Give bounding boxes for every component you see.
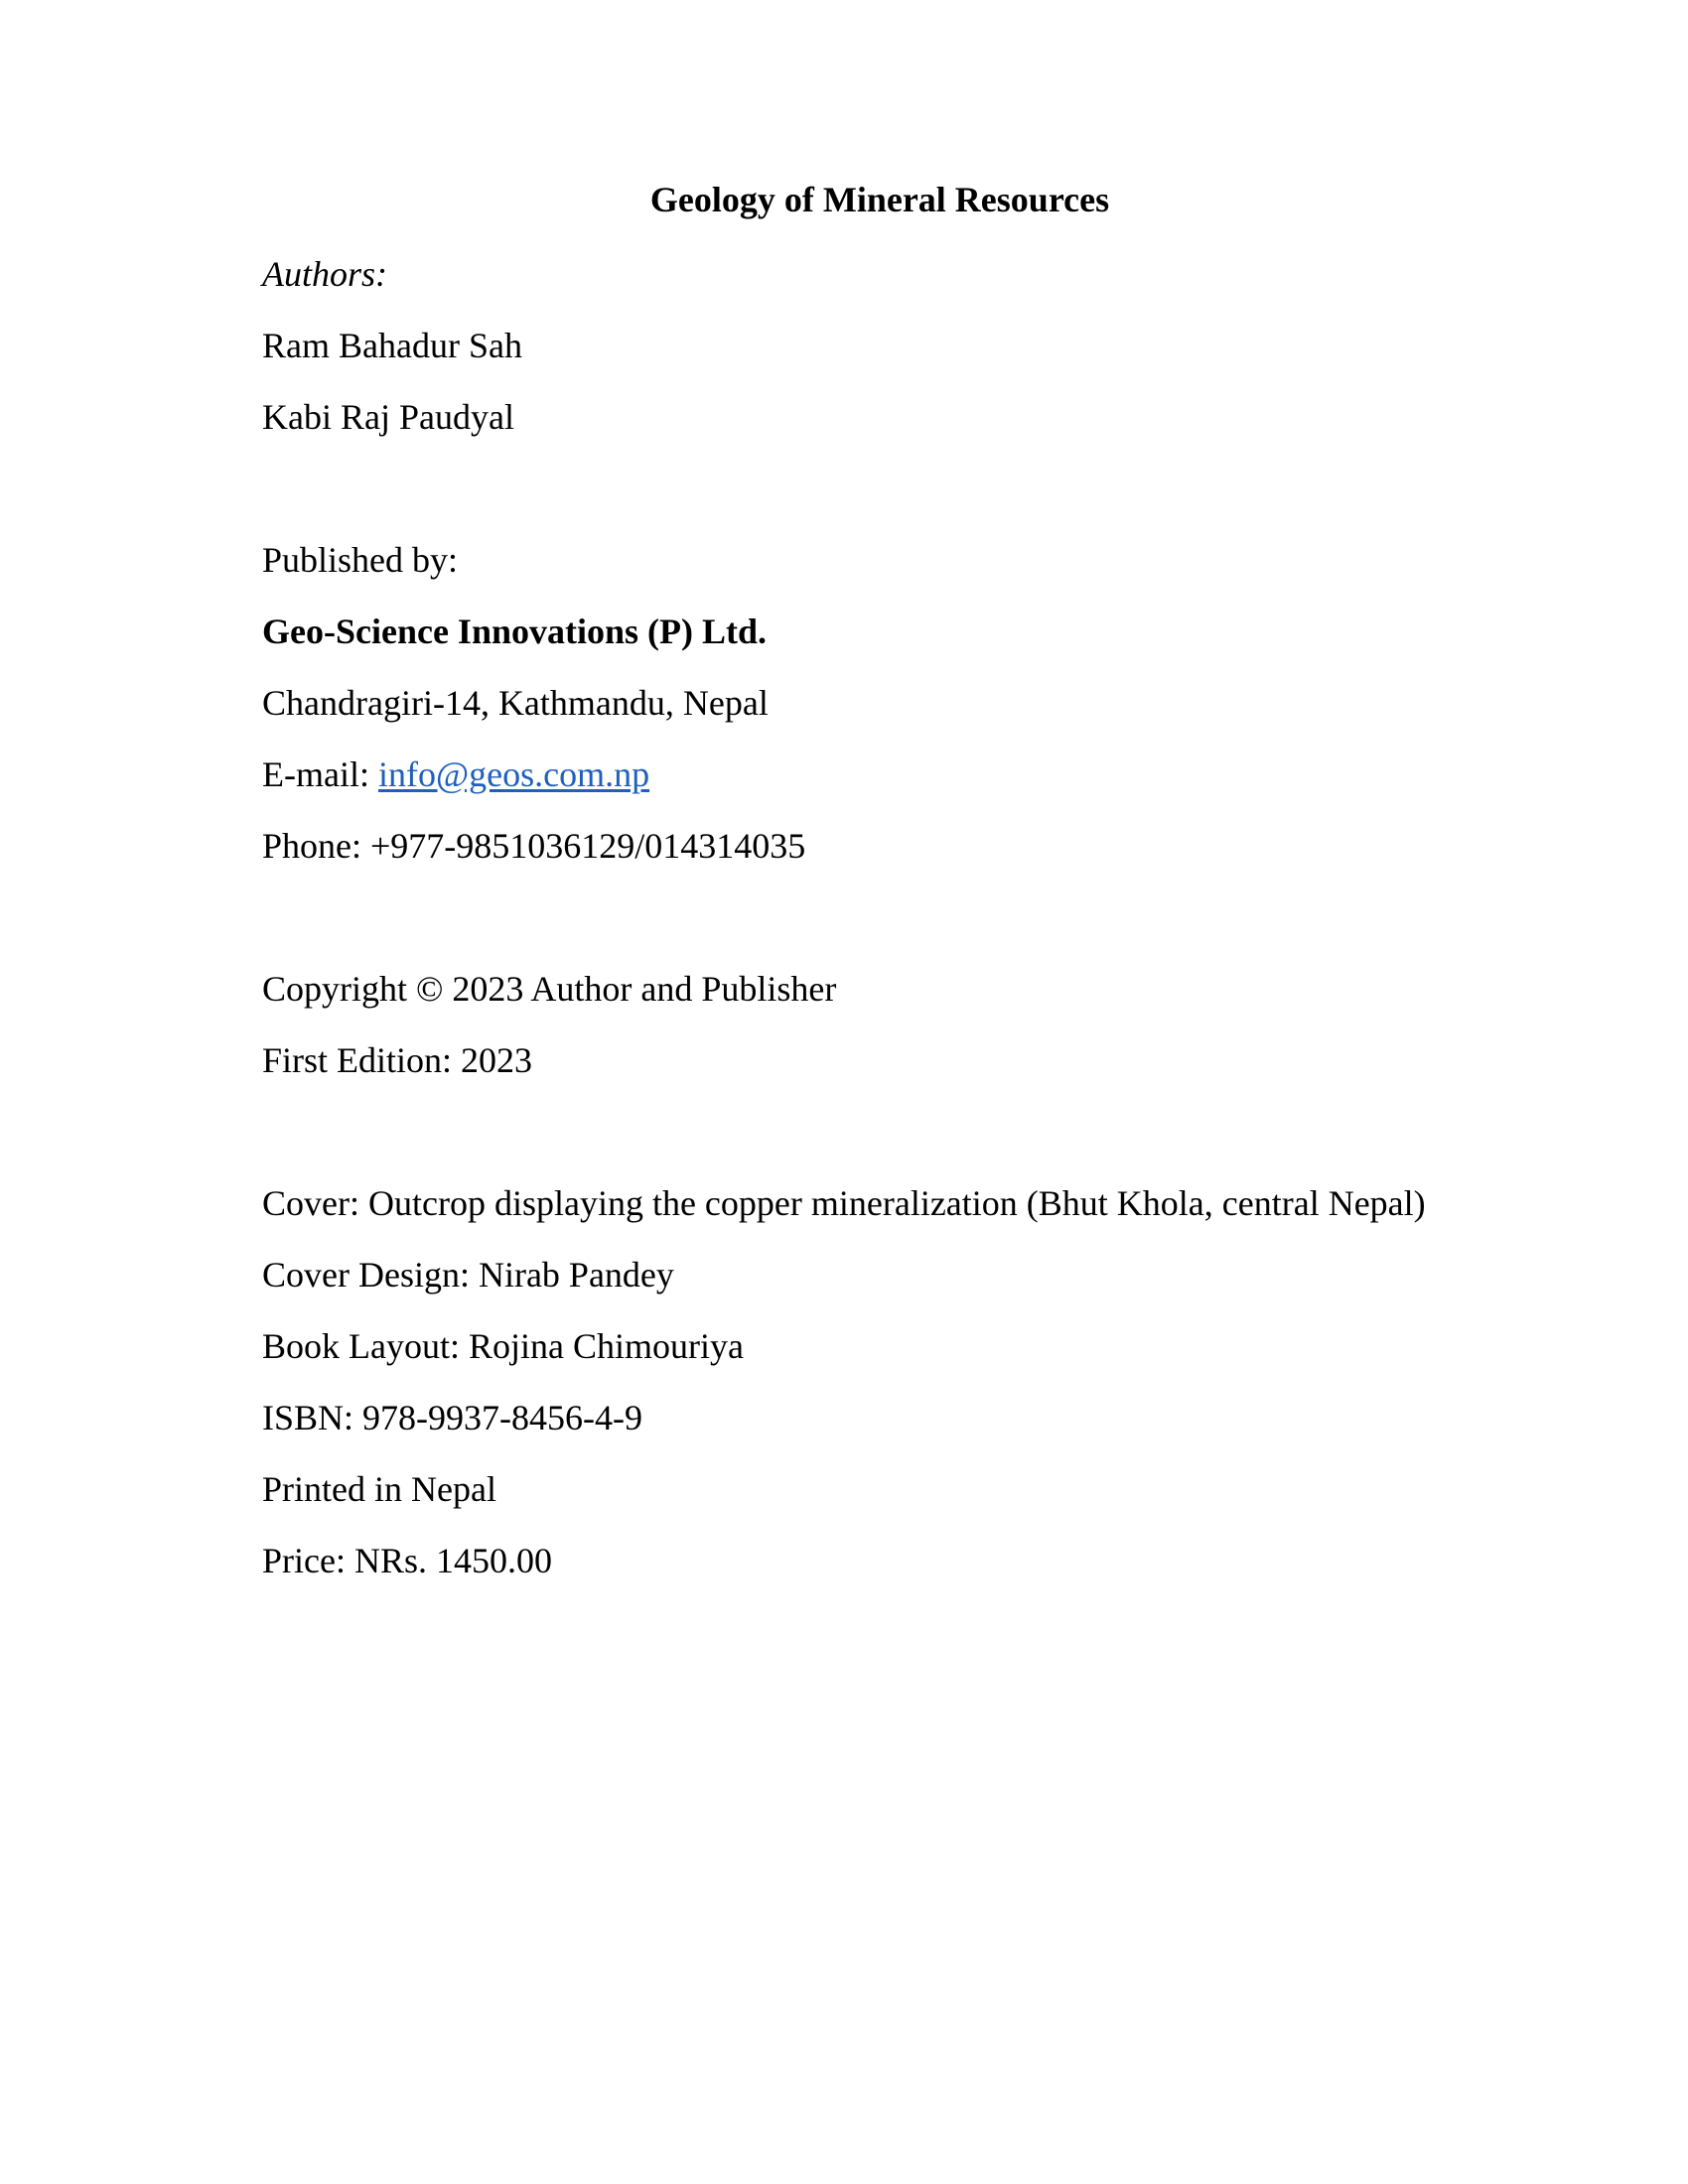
copyright-notice: Copyright © 2023 Author and Publisher	[262, 969, 837, 1009]
isbn: ISBN: 978-9937-8456-4-9	[262, 1398, 642, 1437]
first-edition: First Edition: 2023	[262, 1040, 533, 1080]
email-label: E-mail:	[262, 754, 378, 794]
published-by-label: Published by:	[262, 540, 459, 580]
price: Price: NRs. 1450.00	[262, 1541, 552, 1580]
book-layout-credit: Book Layout: Rojina Chimouriya	[262, 1326, 744, 1366]
publisher-address: Chandragiri-14, Kathmandu, Nepal	[262, 683, 769, 723]
phone-line: Phone: +977-9851036129/014314035	[262, 826, 806, 866]
author-name: Kabi Raj Paudyal	[262, 397, 514, 437]
email-link[interactable]: info@geos.com.np	[377, 754, 650, 794]
printed-in: Printed in Nepal	[262, 1469, 496, 1509]
book-title: Geology of Mineral Resources	[649, 180, 1110, 219]
cover-description: Cover: Outcrop displaying the copper mineralization (Bhut Khola, central Nepal)	[262, 1183, 1426, 1223]
authors-label: Authors:	[262, 254, 387, 294]
publisher-name: Geo-Science Innovations (P) Ltd.	[262, 612, 767, 651]
author-name: Ram Bahadur Sah	[262, 326, 522, 365]
cover-design-credit: Cover Design: Nirab Pandey	[262, 1255, 674, 1295]
email-line	[262, 752, 649, 796]
